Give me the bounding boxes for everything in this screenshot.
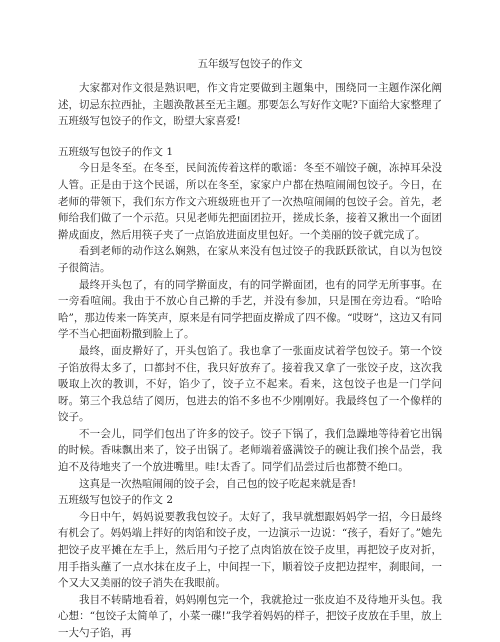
essay-1-paragraph: 看到老师的动作这么娴熟，在家从来没有包过饺子的我跃跃欲试，自以为包饺子很简洁。 [58,245,442,274]
essay-1-paragraph: 最终，面皮擀好了，开头包馅了。我也拿了一张面皮试着学包饺子。第一个饺子馅放得太多了，口都封不住，我只好放弃了。接着我又拿了一张饺子皮，这次我吸取上次的教训，不好，馅少了，饺子立不起来。看来，这包饺子也是一门学问呀。第三个我总结了阅历，包进去的馅不多也不少刚刚好。我最终包了一个像样的饺子。 [58,344,442,424]
essay-2-paragraph: 今日中午，妈妈说要教我包饺子。太好了，我早就想跟妈妈学一招，今日最终有机会了。妈妈端上拌好的肉馅和饺子皮，一边演示一边说：“孩子，看好了。”她先把饺子皮平摊在左手上，然后用勺子挖了点肉馅放在饺子皮里，再把饺子皮对折，用手指头蘸了一点水抹在皮子上，中间捏一下，顺着饺子皮把边捏牢，刹眼间，一个又大又美丽的饺子消失在我眼前。 [58,510,442,590]
document-title: 五年级写包饺子的作文 [197,58,303,70]
essay-1-paragraph: 这真是一次热喧闹闹的饺子会，自己包的饺子吃起来就是香! [79,477,357,490]
essay-2-paragraph: 我目不转睛地看着，妈妈刚包完一个，我就抢过一张皮迫不及待地开头包。我心想：“包饺子太简单了，小菜一碟!”我学着妈妈的样子，把饺子皮放在手里，放上一大勺子馅，再 [58,593,442,639]
essay-1 [58,144,442,492]
intro-paragraph: 大家都对作文很是熟识吧，作文肯定要做到主题集中，围绕同一主题作深化阐述，切忌东拉西扯，主题涣散甚至无主题。那要怎么写好作文呢?下面给大家整理了五班级写包饺子的作文，盼望大家喜爱! [58,82,442,128]
essay-1-paragraph: 最终开头包了，有的同学擀面皮，有的同学擀面团，也有的同学无所事事。在一旁看喧闹。我由于不放心自己擀的手艺，并没有参加，只是围在旁边看。“哈哈哈”，那边传来一阵笑声，原来是有同学把面皮擀成了四不像。“哎呀”，这边又有同学不当心把面粉撒到脸上了。 [58,278,442,341]
essay-1-paragraph: 今日是冬至。在冬至，民间流传着这样的歌谣：冬至不端饺子碗，冻掉耳朵没人管。正是由于这个民谣，所以在冬至，家家户户都在热喧闹闹包饺子。今日，在老师的带领下，我们东方作文六班级班也开了一次热喧闹闹的包饺子会。首先，老师给我们做了一个示范。只见老师先把面团拉开，搓成长条，接着又揪出一个面团擀成面皮，然后用筷子夹了一点馅放进面皮里包好。一个美丽的饺子就完成了。 [58,162,442,241]
essay-2 [58,492,442,641]
essay-1-heading: 五班级写包饺子的作文 1 [58,145,174,158]
essay-1-paragraph: 不一会儿，同学们包出了许多的饺子。饺子下锅了，我们急躁地等待着它出锅的时候。香味飘出来了，饺子出锅了。老师端着盛满饺子的碗让我们挨个品尝，我迫不及待地夹了一个放进嘴里。哇!太香了。同学们品尝过后也都赞不绝口。 [58,427,442,474]
essay-2-heading: 五班级写包饺子的作文 2 [58,494,174,507]
